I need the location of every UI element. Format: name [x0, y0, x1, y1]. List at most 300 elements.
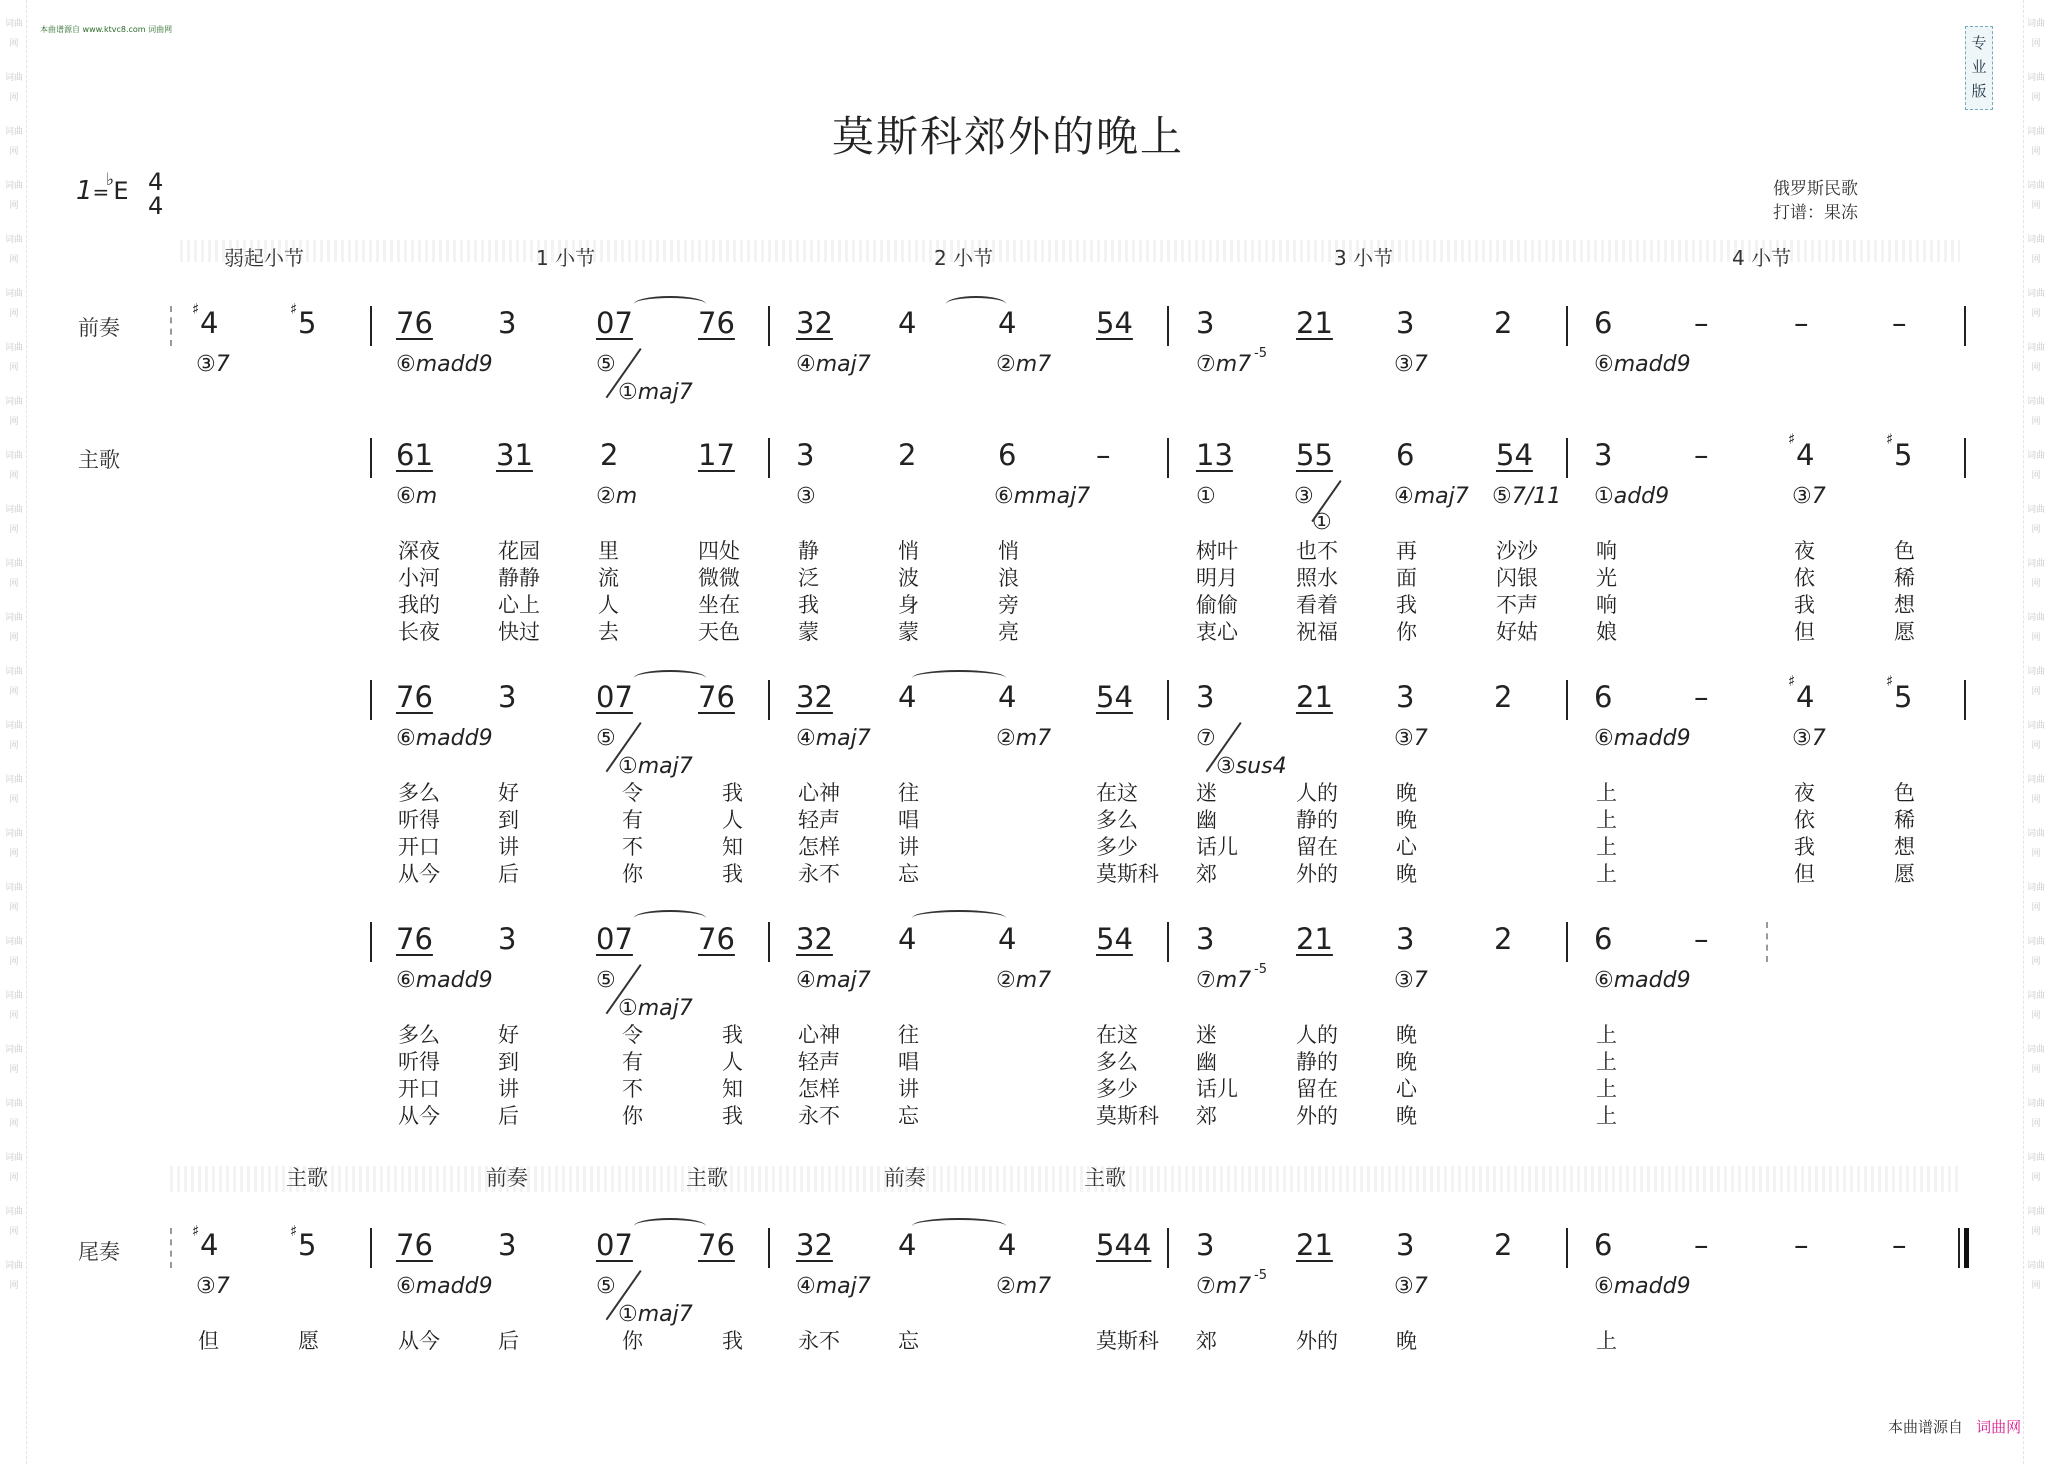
- lyric: 迷: [1196, 1023, 1217, 1047]
- time-signature: [148, 170, 163, 218]
- barline: [1566, 306, 1568, 346]
- note: 21: [1296, 680, 1333, 714]
- chord: ⑥madd9: [1594, 352, 1691, 377]
- note: 2: [1494, 1228, 1513, 1262]
- lyric: 讲: [898, 835, 919, 859]
- lyric: 心: [1396, 835, 1417, 859]
- note: 76: [698, 306, 735, 340]
- chord: ②m7: [996, 968, 1052, 993]
- sharp-sign: ♯: [1788, 672, 1796, 690]
- chord: ③sus4: [1216, 754, 1287, 779]
- arranger: 打谱：果冻: [1773, 203, 1858, 223]
- chord: ④maj7: [796, 352, 871, 377]
- note: 07: [596, 1228, 633, 1262]
- note: 4: [898, 922, 917, 956]
- lyric: 上: [1596, 1050, 1617, 1074]
- note: 76: [698, 1228, 735, 1262]
- lyric: 你: [622, 862, 643, 886]
- rail-watermark-text: 词曲网: [4, 937, 23, 967]
- rail-watermark-text: 词曲网: [2026, 1261, 2045, 1291]
- note: 3: [1196, 680, 1215, 714]
- rail-watermark-text: 词曲网: [4, 1207, 23, 1237]
- lyric: 人: [722, 1050, 743, 1074]
- measure-label-1: 1 小节: [536, 246, 596, 270]
- structure-label: 前奏: [486, 1166, 528, 1190]
- note: 4: [998, 1228, 1017, 1262]
- rail-watermark-text: 词曲网: [2026, 937, 2045, 967]
- dashed-barline: [170, 306, 172, 346]
- tie: [912, 1218, 1006, 1234]
- lyric: 明月: [1196, 566, 1238, 590]
- lyric: 上: [1596, 1077, 1617, 1101]
- chord: ⑤7/11: [1492, 484, 1562, 509]
- note: 3: [796, 438, 815, 472]
- rail-watermark-text: 词曲网: [4, 397, 23, 427]
- chord: ⑥mmaj7: [994, 484, 1091, 509]
- rail-watermark-text: 词曲网: [2026, 1153, 2045, 1183]
- barline: [1566, 680, 1568, 720]
- chord: ⑥madd9: [396, 1274, 493, 1299]
- measure-label-pickup: 弱起小节: [224, 246, 304, 270]
- tie: [946, 296, 1006, 312]
- lyric: 深夜: [398, 539, 440, 563]
- note: 5: [1894, 680, 1913, 714]
- lyric: 依: [1794, 566, 1815, 590]
- rail-watermark-text: 词曲网: [2026, 181, 2045, 211]
- note: –: [1694, 1228, 1709, 1262]
- note: –: [1694, 438, 1709, 472]
- lyric: 不: [622, 1077, 643, 1101]
- lyric: 晚: [1396, 1050, 1417, 1074]
- structure-label: 主歌: [1084, 1166, 1126, 1190]
- chord: ②m7: [996, 1274, 1052, 1299]
- lyric: 晚: [1396, 808, 1417, 832]
- barline: [1167, 922, 1169, 962]
- tie: [634, 296, 706, 312]
- lyric: 多少: [1096, 1077, 1138, 1101]
- note: 07: [596, 922, 633, 956]
- lyric: 多少: [1096, 835, 1138, 859]
- barline: [370, 680, 372, 720]
- chord: ③: [796, 484, 816, 509]
- lyric: 悄: [898, 539, 919, 563]
- rail-watermark-text: 词曲网: [4, 343, 23, 373]
- lyric: 色: [1894, 781, 1915, 805]
- section-label-outro: 尾奏: [78, 1240, 120, 1264]
- dashed-barline: [170, 1228, 172, 1268]
- lyric: 郊: [1196, 1329, 1217, 1353]
- lyric: 微微: [698, 566, 740, 590]
- note: 07: [596, 306, 633, 340]
- lyric: 多么: [1096, 1050, 1138, 1074]
- lyric: 外的: [1296, 862, 1338, 886]
- note: 3: [498, 922, 517, 956]
- lyric: 心神: [798, 781, 840, 805]
- rail-watermark-text: 词曲网: [4, 775, 23, 805]
- lyric: 忘: [898, 862, 919, 886]
- lyric: 人的: [1296, 781, 1338, 805]
- left-watermark-rail: [2, 0, 27, 1464]
- lyric: 不: [622, 835, 643, 859]
- lyric: 轻声: [798, 808, 840, 832]
- note: 32: [796, 306, 833, 340]
- note: 4: [898, 680, 917, 714]
- rail-watermark-text: 词曲网: [2026, 127, 2045, 157]
- tie: [634, 670, 706, 686]
- lyric: 坐在: [698, 593, 740, 617]
- rail-watermark-text: 词曲网: [4, 721, 23, 751]
- lyric: 我: [722, 862, 743, 886]
- note: 6: [1396, 438, 1415, 472]
- note: –: [1794, 1228, 1809, 1262]
- lyric: 但: [1794, 620, 1815, 644]
- note: 32: [796, 680, 833, 714]
- rail-watermark-text: 词曲网: [4, 19, 23, 49]
- final-barline-thick: [1964, 1228, 1969, 1268]
- rail-watermark-text: 词曲网: [4, 127, 23, 157]
- lyric: 莫斯科: [1096, 1329, 1159, 1353]
- note: 17: [698, 438, 735, 472]
- lyric: 心: [1396, 1077, 1417, 1101]
- lyric: 旁: [998, 593, 1019, 617]
- rail-watermark-text: 词曲网: [2026, 829, 2045, 859]
- lyric: 想: [1894, 835, 1915, 859]
- lyric: 身: [898, 593, 919, 617]
- faint-band: [180, 240, 1960, 262]
- time-numerator: 4: [148, 168, 164, 196]
- lyric: 莫斯科: [1096, 1104, 1159, 1128]
- note: 3: [1396, 306, 1415, 340]
- source-note: 本曲谱源自 www.ktvc8.com 词曲网: [40, 25, 173, 34]
- lyric: 从今: [398, 1104, 440, 1128]
- lyric: 忘: [898, 1104, 919, 1128]
- lyric: 有: [622, 808, 643, 832]
- note: 54: [1096, 306, 1133, 340]
- note: 07: [596, 680, 633, 714]
- barline: [1964, 438, 1966, 478]
- key-signature: [76, 170, 129, 206]
- chord: ②m: [596, 484, 638, 509]
- chord: ①maj7: [618, 996, 693, 1021]
- lyric: 上: [1596, 1023, 1617, 1047]
- rail-watermark-text: 词曲网: [4, 991, 23, 1021]
- chord: ⑥madd9: [1594, 726, 1691, 751]
- note: 4: [200, 306, 219, 340]
- lyric: 稀: [1894, 808, 1915, 832]
- lyric: 长夜: [398, 620, 440, 644]
- lyric: 小河: [398, 566, 440, 590]
- tie: [912, 910, 1006, 926]
- time-denominator: 4: [148, 192, 164, 220]
- rail-watermark-text: 词曲网: [2026, 721, 2045, 751]
- chord: ⑥madd9: [1594, 1274, 1691, 1299]
- tie: [634, 1218, 706, 1234]
- lyric: 愿: [1894, 620, 1915, 644]
- rail-watermark-text: 词曲网: [4, 1045, 23, 1075]
- lyric: 知: [722, 1077, 743, 1101]
- rail-watermark-text: 词曲网: [4, 181, 23, 211]
- lyric: 蒙: [898, 620, 919, 644]
- lyric: 我: [1794, 593, 1815, 617]
- rail-watermark-text: 词曲网: [2026, 667, 2045, 697]
- note: 4: [1796, 680, 1815, 714]
- barline: [768, 438, 770, 478]
- page-title: 莫斯科郊外的晚上: [832, 112, 1185, 161]
- lyric: 我: [722, 1329, 743, 1353]
- lyric: 波: [898, 566, 919, 590]
- note: 6: [1594, 306, 1613, 340]
- lyric: 往: [898, 1023, 919, 1047]
- lyric: 上: [1596, 835, 1617, 859]
- lyric: 留在: [1296, 835, 1338, 859]
- rail-watermark-text: 词曲网: [2026, 559, 2045, 589]
- note: 54: [1496, 438, 1533, 472]
- pro-edition-stamp: 专业版: [1965, 26, 1993, 110]
- barline: [1566, 438, 1568, 478]
- rail-watermark-text: 词曲网: [4, 613, 23, 643]
- note: 2: [1494, 922, 1513, 956]
- note: 3: [1196, 1228, 1215, 1262]
- lyric: 晚: [1396, 781, 1417, 805]
- chord: ③7: [196, 1274, 230, 1299]
- note: 4: [998, 306, 1017, 340]
- lyric: 永不: [798, 862, 840, 886]
- rail-watermark-text: 词曲网: [2026, 613, 2045, 643]
- note: –: [1694, 680, 1709, 714]
- note: 3: [1396, 1228, 1415, 1262]
- lyric: 在这: [1096, 1023, 1138, 1047]
- barline: [370, 922, 372, 962]
- lyric: 亮: [998, 620, 1019, 644]
- note: 4: [1796, 438, 1815, 472]
- chord: ⑦: [1196, 726, 1216, 751]
- note: 5: [298, 1228, 317, 1262]
- lyric: 话儿: [1196, 835, 1238, 859]
- footer-link[interactable]: 词曲网: [1976, 1418, 2022, 1436]
- lyric: 人: [722, 808, 743, 832]
- lyric: 我: [722, 781, 743, 805]
- note: –: [1892, 1228, 1907, 1262]
- rail-watermark-text: 词曲网: [4, 883, 23, 913]
- lyric: 后: [498, 1104, 519, 1128]
- note: 4: [898, 306, 917, 340]
- lyric: 我: [1396, 593, 1417, 617]
- lyric: 莫斯科: [1096, 862, 1159, 886]
- lyric: 偷偷: [1196, 593, 1238, 617]
- note: 32: [796, 1228, 833, 1262]
- footer-text: 本曲谱源自: [1888, 1418, 1964, 1436]
- barline: [1566, 1228, 1568, 1268]
- chord: ③7: [1394, 352, 1428, 377]
- rail-watermark-text: 词曲网: [2026, 73, 2045, 103]
- lyric: 你: [622, 1329, 643, 1353]
- lyric: 外的: [1296, 1329, 1338, 1353]
- lyric: 从今: [398, 862, 440, 886]
- chord: ④maj7: [796, 968, 871, 993]
- rail-watermark-text: 词曲网: [2026, 1207, 2045, 1237]
- note: 54: [1096, 922, 1133, 956]
- note: 3: [498, 306, 517, 340]
- lyric: 多么: [1096, 808, 1138, 832]
- note: –: [1794, 306, 1809, 340]
- chord: ④maj7: [1394, 484, 1469, 509]
- lyric: 静的: [1296, 808, 1338, 832]
- barline: [1167, 438, 1169, 478]
- lyric: 留在: [1296, 1077, 1338, 1101]
- section-label-verse: 主歌: [78, 448, 120, 472]
- lyric: 悄: [998, 539, 1019, 563]
- rail-watermark-text: 词曲网: [2026, 451, 2045, 481]
- lyric: 娘: [1596, 620, 1617, 644]
- lyric: 晚: [1396, 862, 1417, 886]
- rail-watermark-text: 词曲网: [2026, 289, 2045, 319]
- chord: ⑤: [596, 726, 616, 751]
- lyric: 花园: [498, 539, 540, 563]
- lyric: 晚: [1396, 1023, 1417, 1047]
- lyric: 到: [498, 1050, 519, 1074]
- rail-watermark-text: 词曲网: [2026, 343, 2045, 373]
- lyric: 开口: [398, 1077, 440, 1101]
- lyric: 我: [722, 1104, 743, 1128]
- chord: ①maj7: [618, 1302, 693, 1327]
- note: 2: [600, 438, 619, 472]
- lyric: 我: [798, 593, 819, 617]
- lyric: 上: [1596, 781, 1617, 805]
- lyric: 轻声: [798, 1050, 840, 1074]
- chord: ④maj7: [796, 1274, 871, 1299]
- sharp-sign: ♯: [290, 1222, 298, 1240]
- chord-superscript: -5: [1254, 346, 1267, 361]
- key-note: E: [113, 177, 129, 205]
- lyric: 浪: [998, 566, 1019, 590]
- chord: ③7: [196, 352, 230, 377]
- note: 61: [396, 438, 433, 472]
- lyric: 去: [598, 620, 619, 644]
- lyric: 怎样: [798, 1077, 840, 1101]
- footer: [1888, 1416, 2021, 1437]
- lyric: 你: [1396, 620, 1417, 644]
- rail-watermark-text: 词曲网: [2026, 1045, 2045, 1075]
- lyric: 外的: [1296, 1104, 1338, 1128]
- chord: ⑦m7: [1196, 968, 1252, 993]
- lyric: 夜: [1794, 539, 1815, 563]
- note: 21: [1296, 1228, 1333, 1262]
- lyric: 忘: [898, 1329, 919, 1353]
- rail-watermark-text: 词曲网: [4, 1099, 23, 1129]
- note: 2: [1494, 680, 1513, 714]
- lyric: 令: [622, 1023, 643, 1047]
- chord: ⑥madd9: [396, 968, 493, 993]
- rail-watermark-text: 词曲网: [2026, 1099, 2045, 1129]
- note: 54: [1096, 680, 1133, 714]
- lyric: 照水: [1296, 566, 1338, 590]
- lyric: 看着: [1296, 593, 1338, 617]
- lyric: 上: [1596, 1104, 1617, 1128]
- lyric: 上: [1596, 862, 1617, 886]
- note: 3: [498, 1228, 517, 1262]
- lyric: 听得: [398, 1050, 440, 1074]
- lyric: 后: [498, 862, 519, 886]
- lyric: 上: [1596, 1329, 1617, 1353]
- lyric: 色: [1894, 539, 1915, 563]
- rail-watermark-text: 词曲网: [4, 1153, 23, 1183]
- chord: ⑥madd9: [396, 726, 493, 751]
- lyric: 永不: [798, 1329, 840, 1353]
- note: 5: [1894, 438, 1913, 472]
- lyric: 不声: [1496, 593, 1538, 617]
- note: 3: [498, 680, 517, 714]
- composer: 俄罗斯民歌: [1773, 179, 1858, 199]
- note: 3: [1396, 922, 1415, 956]
- rail-watermark-text: 词曲网: [4, 235, 23, 265]
- lyric: 再: [1396, 539, 1417, 563]
- note: 21: [1296, 306, 1333, 340]
- lyric: 多么: [398, 781, 440, 805]
- lyric: 响: [1596, 593, 1617, 617]
- barline: [1964, 680, 1966, 720]
- note: 4: [998, 680, 1017, 714]
- note: 6: [1594, 680, 1613, 714]
- barline: [1566, 922, 1568, 962]
- note: 76: [698, 680, 735, 714]
- sharp-sign: ♯: [192, 300, 200, 318]
- lyric: 听得: [398, 808, 440, 832]
- rail-watermark-text: 词曲网: [2026, 883, 2045, 913]
- right-watermark-rail: [2023, 0, 2048, 1464]
- tie: [912, 670, 1006, 686]
- note: 6: [1594, 1228, 1613, 1262]
- rail-watermark-text: 词曲网: [4, 451, 23, 481]
- lyric: 流: [598, 566, 619, 590]
- measure-label-4: 4 小节: [1732, 246, 1792, 270]
- chord: ⑥m: [396, 484, 438, 509]
- lyric: 天色: [698, 620, 740, 644]
- lyric: 里: [598, 539, 619, 563]
- barline: [1167, 306, 1169, 346]
- lyric: 面: [1396, 566, 1417, 590]
- lyric: 郊: [1196, 1104, 1217, 1128]
- note: 544: [1096, 1228, 1152, 1262]
- structure-label: 主歌: [286, 1166, 328, 1190]
- lyric: 人的: [1296, 1023, 1338, 1047]
- lyric: 后: [498, 1329, 519, 1353]
- lyric: 人: [598, 593, 619, 617]
- key-equals: =: [92, 180, 110, 204]
- chord: ③7: [1792, 726, 1826, 751]
- note: 4: [200, 1228, 219, 1262]
- note: –: [1096, 438, 1111, 472]
- chord: ①maj7: [618, 380, 693, 405]
- lyric: 愿: [1894, 862, 1915, 886]
- lyric: 永不: [798, 1104, 840, 1128]
- sharp-sign: ♯: [192, 1222, 200, 1240]
- lyric: 郊: [1196, 862, 1217, 886]
- note: –: [1892, 306, 1907, 340]
- note: 76: [396, 1228, 433, 1262]
- measure-label-3: 3 小节: [1334, 246, 1394, 270]
- note: 3: [1196, 922, 1215, 956]
- lyric: 心上: [498, 593, 540, 617]
- lyric: 多么: [398, 1023, 440, 1047]
- lyric: 晚: [1396, 1329, 1417, 1353]
- note: 55: [1296, 438, 1333, 472]
- barline: [370, 306, 372, 346]
- rail-watermark-text: 词曲网: [2026, 397, 2045, 427]
- lyric: 你: [622, 1104, 643, 1128]
- final-barline-thin: [1958, 1228, 1960, 1268]
- measure-label-2: 2 小节: [934, 246, 994, 270]
- lyric: 静静: [498, 566, 540, 590]
